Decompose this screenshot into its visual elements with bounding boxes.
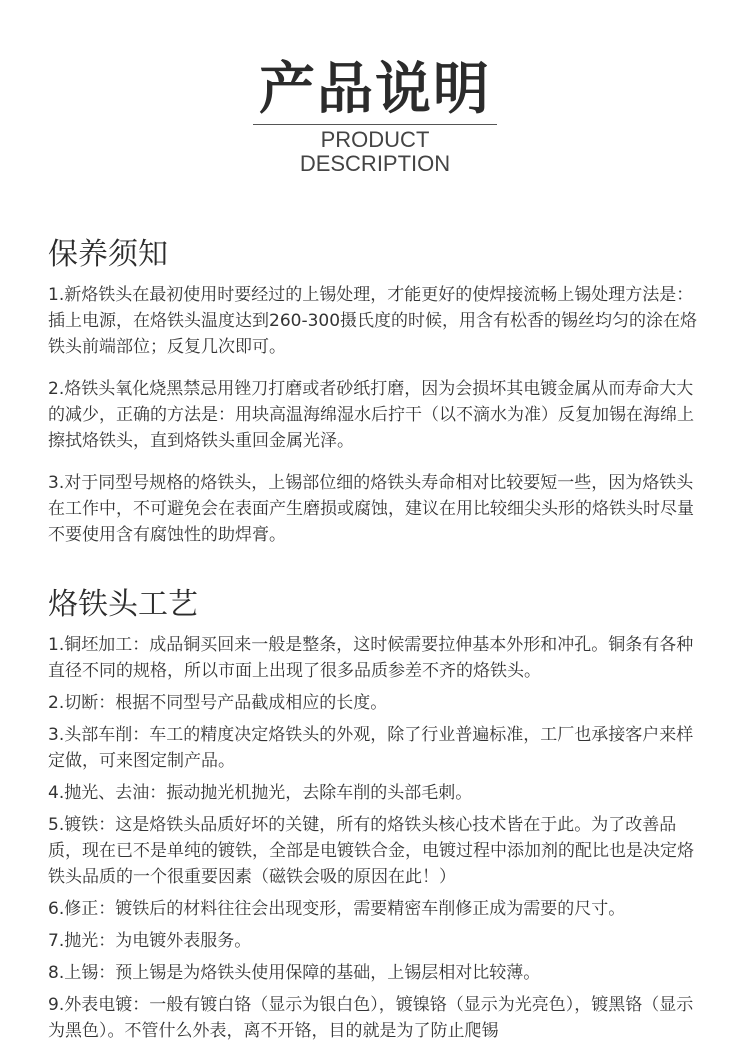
process-item: 7.抛光：为电镀外表服务。 <box>48 931 252 951</box>
page-subtitle: PRODUCT DESCRIPTION <box>253 124 497 176</box>
process-heading: 烙铁头工艺 <box>48 587 198 622</box>
process-item: 3.头部车削：车工的精度决定烙铁头的外观，除了行业普遍标准，工厂也承接客户来样定做，可来图定制产品。 <box>48 725 694 771</box>
process-item: 5.镀铁：这是烙铁头品质好坏的关键，所有的烙铁头核心技术皆在于此。为了改善品质，现在已不是单纯的镀铁，全部是电镀铁合金，电镀过程中添加剂的配比也是决定烙铁头品质的一个很重要因素（磁铁会吸的原因在此！） <box>48 815 694 887</box>
process-item: 8.上锡：预上锡是为烙铁头使用保障的基础，上锡层相对比较薄。 <box>48 963 541 983</box>
page-title: 产品说明 <box>259 57 491 122</box>
process-item: 1.铜坯加工：成品铜买回来一般是整条，这时候需要拉伸基本外形和冲孔。铜条有各种直径不同的规格，所以市面上出现了很多品质参差不齐的烙铁头。 <box>48 635 694 681</box>
maintenance-item: 2.烙铁头氧化烧黑禁忌用锉刀打磨或者砂纸打磨，因为会损坏其电镀金属从而寿命大大的减少，正确的方法是：用块高温海绵湿水后拧干（以不滴水为准）反复加锡在海绵上擦拭烙铁头，直到烙铁头重回金属光泽。 <box>48 379 694 451</box>
process-section <box>48 586 708 1050</box>
page-header <box>0 57 750 176</box>
process-item: 4.抛光、去油：振动抛光机抛光，去除车削的头部毛刺。 <box>48 783 473 803</box>
maintenance-section <box>48 236 708 564</box>
maintenance-item: 1.新烙铁头在最初使用时要经过的上锡处理，才能更好的使焊接流畅上锡处理方法是：插上电源，在烙铁头温度达到260-300摄氏度的时候，用含有松香的锡丝均匀的涂在烙铁头前端部位；反复几次即可。 <box>48 285 698 357</box>
maintenance-item: 3.对于同型号规格的烙铁头，上锡部位细的烙铁头寿命相对比较要短一些，因为烙铁头在工作中，不可避免会在表面产生磨损或腐蚀，建议在用比较细尖头形的烙铁头时尽量不要使用含有腐蚀性的助焊膏。 <box>48 473 694 545</box>
maintenance-heading: 保养须知 <box>48 237 168 272</box>
process-item: 2.切断：根据不同型号产品截成相应的长度。 <box>48 693 388 713</box>
process-item: 6.修正：镀铁后的材料往往会出现变形，需要精密车削修正成为需要的尺寸。 <box>48 899 626 919</box>
process-item: 9.外表电镀：一般有镀白铬（显示为银白色），镀镍铬（显示为光亮色），镀黑铬（显示为黑色）。不管什么外表，离不开铬，目的就是为了防止爬锡 <box>48 995 694 1041</box>
